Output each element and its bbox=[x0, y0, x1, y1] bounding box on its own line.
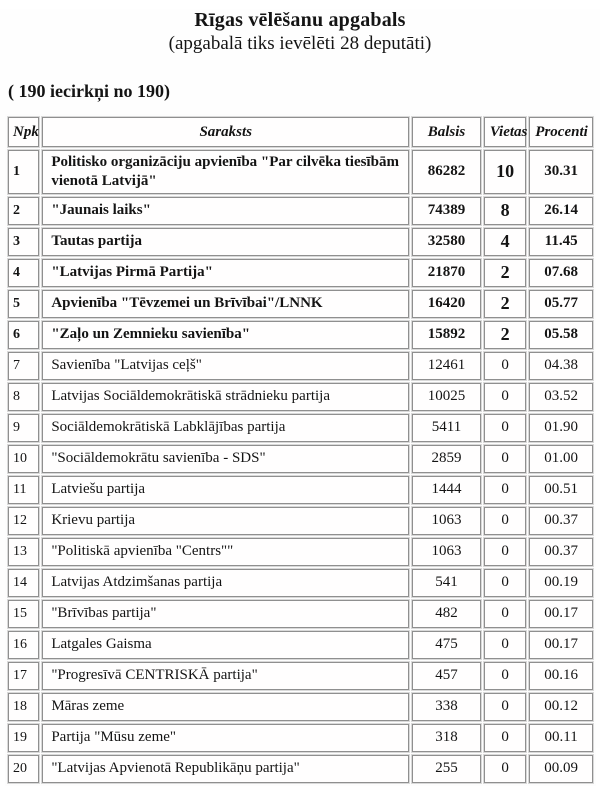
row-seats-cell: 0 bbox=[484, 476, 526, 504]
row-number-cell: 10 bbox=[8, 445, 39, 473]
row-votes-cell: 86282 bbox=[412, 150, 481, 194]
row-seats-cell: 2 bbox=[484, 259, 526, 287]
row-seats-cell: 8 bbox=[484, 197, 526, 225]
row-seats-cell: 0 bbox=[484, 693, 526, 721]
row-percent-cell: 01.90 bbox=[529, 414, 593, 442]
column-header-balsis: Balsis bbox=[412, 117, 481, 147]
row-percent-cell: 00.37 bbox=[529, 507, 593, 535]
row-percent-cell: 00.11 bbox=[529, 724, 593, 752]
row-seats-cell: 0 bbox=[484, 383, 526, 411]
row-party-name-cell: Latviešu partija bbox=[42, 476, 409, 504]
row-party-name-cell: Partija "Mūsu zeme" bbox=[42, 724, 409, 752]
row-percent-cell: 26.14 bbox=[529, 197, 593, 225]
table-row bbox=[8, 321, 593, 349]
row-number-cell: 14 bbox=[8, 569, 39, 597]
table-row bbox=[8, 228, 593, 256]
column-header-npk: Npk bbox=[8, 117, 39, 147]
table-row bbox=[8, 724, 593, 752]
row-seats-cell: 0 bbox=[484, 569, 526, 597]
row-seats-cell: 0 bbox=[484, 445, 526, 473]
row-party-name-cell: Sociāldemokrātiskā Labklājības partija bbox=[42, 414, 409, 442]
row-seats-cell: 0 bbox=[484, 631, 526, 659]
row-percent-cell: 30.31 bbox=[529, 150, 593, 194]
column-header-saraksts: Saraksts bbox=[42, 117, 409, 147]
row-party-name-cell: Latvijas Atdzimšanas partija bbox=[42, 569, 409, 597]
row-seats-cell: 0 bbox=[484, 507, 526, 535]
row-party-name-cell: "Politiskā apvienība "Centrs"" bbox=[42, 538, 409, 566]
row-number-cell: 12 bbox=[8, 507, 39, 535]
row-party-name-cell: Latgales Gaisma bbox=[42, 631, 409, 659]
row-seats-cell: 10 bbox=[484, 150, 526, 194]
row-party-name-cell: Māras zeme bbox=[42, 693, 409, 721]
row-percent-cell: 00.37 bbox=[529, 538, 593, 566]
row-party-name-cell: Tautas partija bbox=[42, 228, 409, 256]
row-number-cell: 4 bbox=[8, 259, 39, 287]
row-votes-cell: 32580 bbox=[412, 228, 481, 256]
row-number-cell: 3 bbox=[8, 228, 39, 256]
row-party-name-cell: "Latvijas Apvienotā Republikāņu partija" bbox=[42, 755, 409, 783]
row-seats-cell: 0 bbox=[484, 755, 526, 783]
table-row bbox=[8, 538, 593, 566]
row-seats-cell: 0 bbox=[484, 538, 526, 566]
table-row bbox=[8, 259, 593, 287]
row-votes-cell: 457 bbox=[412, 662, 481, 690]
row-percent-cell: 05.77 bbox=[529, 290, 593, 318]
table-row bbox=[8, 414, 593, 442]
row-percent-cell: 00.19 bbox=[529, 569, 593, 597]
row-votes-cell: 5411 bbox=[412, 414, 481, 442]
row-seats-cell: 0 bbox=[484, 662, 526, 690]
row-votes-cell: 10025 bbox=[412, 383, 481, 411]
row-votes-cell: 541 bbox=[412, 569, 481, 597]
table-row bbox=[8, 150, 593, 194]
table-row bbox=[8, 755, 593, 783]
row-seats-cell: 0 bbox=[484, 724, 526, 752]
row-party-name-cell: "Progresīvā CENTRISKĀ partija" bbox=[42, 662, 409, 690]
table-row bbox=[8, 600, 593, 628]
row-party-name-cell: "Brīvības partija" bbox=[42, 600, 409, 628]
row-seats-cell: 2 bbox=[484, 321, 526, 349]
row-party-name-cell: "Sociāldemokrātu savienība - SDS" bbox=[42, 445, 409, 473]
row-votes-cell: 255 bbox=[412, 755, 481, 783]
table-row bbox=[8, 383, 593, 411]
row-percent-cell: 00.51 bbox=[529, 476, 593, 504]
table-row bbox=[8, 476, 593, 504]
document-title: Rīgas vēlēšanu apgabals bbox=[194, 9, 406, 31]
row-party-name-cell: "Zaļo un Zemnieku savienība" bbox=[42, 321, 409, 349]
row-number-cell: 7 bbox=[8, 352, 39, 380]
table-row bbox=[8, 352, 593, 380]
row-number-cell: 16 bbox=[8, 631, 39, 659]
document-subtitle: (apgabalā tiks ievēlēti 28 deputāti) bbox=[168, 33, 432, 54]
row-votes-cell: 21870 bbox=[412, 259, 481, 287]
row-percent-cell: 04.38 bbox=[529, 352, 593, 380]
row-party-name-cell: "Jaunais laiks" bbox=[42, 197, 409, 225]
table-row bbox=[8, 507, 593, 535]
row-percent-cell: 11.45 bbox=[529, 228, 593, 256]
row-votes-cell: 1063 bbox=[412, 538, 481, 566]
row-party-name-cell: Apvienība "Tēvzemei un Brīvībai"/LNNK bbox=[42, 290, 409, 318]
row-number-cell: 20 bbox=[8, 755, 39, 783]
row-votes-cell: 2859 bbox=[412, 445, 481, 473]
row-votes-cell: 74389 bbox=[412, 197, 481, 225]
row-number-cell: 6 bbox=[8, 321, 39, 349]
row-percent-cell: 00.12 bbox=[529, 693, 593, 721]
row-seats-cell: 0 bbox=[484, 414, 526, 442]
row-party-name-cell: Krievu partija bbox=[42, 507, 409, 535]
table-row bbox=[8, 445, 593, 473]
row-votes-cell: 338 bbox=[412, 693, 481, 721]
table-row bbox=[8, 662, 593, 690]
row-votes-cell: 12461 bbox=[412, 352, 481, 380]
precincts-counted-line: ( 190 iecirkņi no 190) bbox=[8, 81, 170, 101]
row-percent-cell: 01.00 bbox=[529, 445, 593, 473]
results-table bbox=[5, 114, 596, 786]
row-number-cell: 17 bbox=[8, 662, 39, 690]
row-seats-cell: 0 bbox=[484, 352, 526, 380]
results-table-body bbox=[8, 150, 593, 783]
document-page bbox=[0, 9, 600, 777]
row-votes-cell: 318 bbox=[412, 724, 481, 752]
row-number-cell: 1 bbox=[8, 150, 39, 194]
column-header-vietas: Vietas bbox=[484, 117, 526, 147]
row-seats-cell: 2 bbox=[484, 290, 526, 318]
row-percent-cell: 00.17 bbox=[529, 631, 593, 659]
table-header-row bbox=[8, 117, 593, 147]
row-votes-cell: 16420 bbox=[412, 290, 481, 318]
table-row bbox=[8, 290, 593, 318]
table-row bbox=[8, 569, 593, 597]
row-percent-cell: 07.68 bbox=[529, 259, 593, 287]
table-row bbox=[8, 197, 593, 225]
row-number-cell: 5 bbox=[8, 290, 39, 318]
row-votes-cell: 1063 bbox=[412, 507, 481, 535]
table-row bbox=[8, 693, 593, 721]
row-number-cell: 2 bbox=[8, 197, 39, 225]
row-number-cell: 9 bbox=[8, 414, 39, 442]
row-percent-cell: 00.09 bbox=[529, 755, 593, 783]
row-party-name-cell: Politisko organizāciju apvienība "Par cilvēka tiesībām vienotā Latvijā" bbox=[42, 150, 409, 194]
row-number-cell: 11 bbox=[8, 476, 39, 504]
row-percent-cell: 00.16 bbox=[529, 662, 593, 690]
row-votes-cell: 15892 bbox=[412, 321, 481, 349]
row-party-name-cell: Savienība "Latvijas ceļš" bbox=[42, 352, 409, 380]
row-percent-cell: 03.52 bbox=[529, 383, 593, 411]
row-party-name-cell: Latvijas Sociāldemokrātiskā strādnieku partija bbox=[42, 383, 409, 411]
row-number-cell: 15 bbox=[8, 600, 39, 628]
row-seats-cell: 0 bbox=[484, 600, 526, 628]
row-party-name-cell: "Latvijas Pirmā Partija" bbox=[42, 259, 409, 287]
row-votes-cell: 475 bbox=[412, 631, 481, 659]
row-number-cell: 8 bbox=[8, 383, 39, 411]
row-number-cell: 18 bbox=[8, 693, 39, 721]
row-seats-cell: 4 bbox=[484, 228, 526, 256]
row-number-cell: 13 bbox=[8, 538, 39, 566]
row-percent-cell: 05.58 bbox=[529, 321, 593, 349]
row-votes-cell: 482 bbox=[412, 600, 481, 628]
row-votes-cell: 1444 bbox=[412, 476, 481, 504]
table-row bbox=[8, 631, 593, 659]
row-percent-cell: 00.17 bbox=[529, 600, 593, 628]
row-number-cell: 19 bbox=[8, 724, 39, 752]
column-header-procenti: Procenti bbox=[529, 117, 593, 147]
